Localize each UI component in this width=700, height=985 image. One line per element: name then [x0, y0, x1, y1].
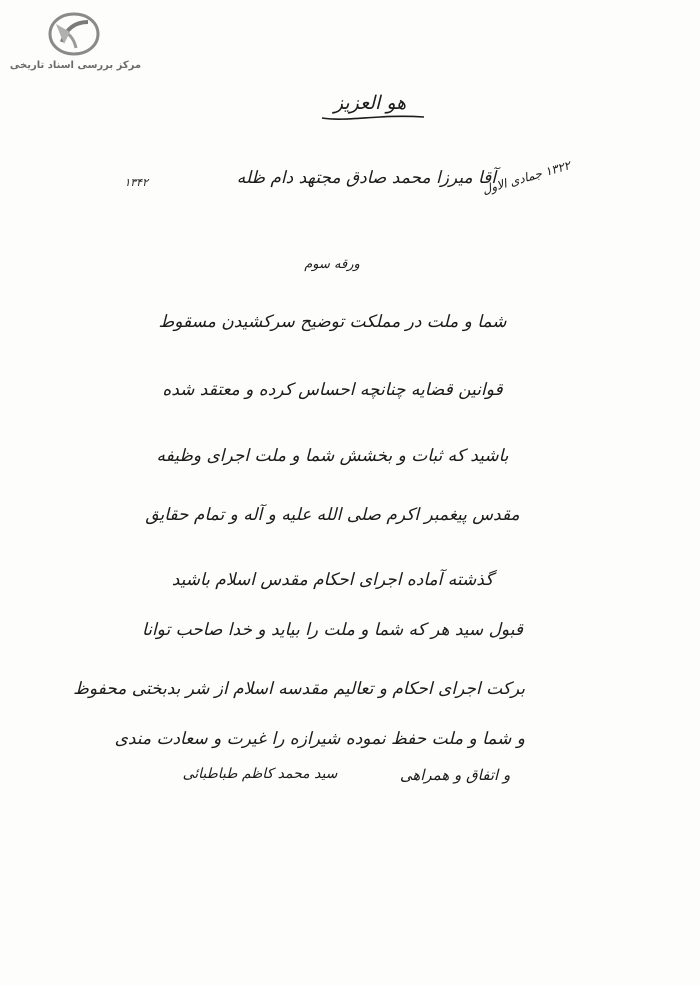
- archive-logo: [8, 8, 143, 74]
- letter-line-9: و اتفاق و همراهی: [399, 766, 511, 784]
- letter-line-8: و شما و ملت حفظ نموده شیرازه را غیرت و سعادت مندی: [114, 729, 525, 749]
- letter-line-6: قبول سید هر که شما و ملت را بیاید و خدا صاحب توانا: [142, 620, 523, 640]
- letter-signature: سید محمد کاظم طباطبائی: [182, 766, 338, 782]
- letter-line-1: شما و ملت در مملکت توضیح سرکشیدن مسقوط: [158, 312, 507, 332]
- heading-flourish: [318, 112, 428, 124]
- letter-line-3: باشید که ثبات و بخشش شما و ملت اجرای وظیفه: [156, 446, 509, 466]
- letter-line-2: قوانین قضایه چنانچه احساس کرده و معتقد شده: [162, 380, 503, 400]
- letter-dateline: ۱۳۲۲ جمادی الاول: [480, 158, 572, 197]
- letter-salutation: ورقه سوم: [304, 257, 360, 272]
- letter-line-5: گذشته آماده اجرای احکام مقدس اسلام باشید: [171, 570, 494, 590]
- letter-addressee: آقا میرزا محمد صادق مجتهد دام ظله: [236, 168, 496, 188]
- letter-dateline-secondary: ۱۳۴۲: [124, 176, 148, 189]
- archive-emblem-icon: [44, 10, 104, 58]
- letter-line-7: برکت اجرای احکام و تعالیم مقدسه اسلام از شر بدبختی محفوظ: [73, 679, 525, 699]
- letter-heading: هو العزیز: [333, 92, 407, 114]
- archive-logo-caption: مرکز بررسی اسناد تاریخی: [9, 60, 142, 71]
- letter-line-4: مقدس پیغمبر اکرم صلی الله علیه و آله و تمام حقایق: [145, 505, 520, 525]
